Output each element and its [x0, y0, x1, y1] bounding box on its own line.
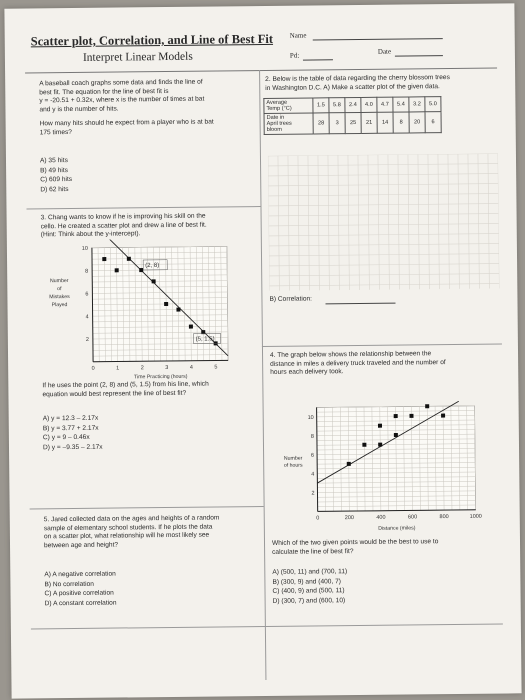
- data-point: [378, 424, 382, 428]
- grid-line: [268, 194, 498, 196]
- q5-line: sample of elementary school students. If he plots the data: [43, 523, 213, 532]
- y-axis-label: of: [57, 286, 62, 293]
- y-axis-label: of hours: [283, 462, 303, 469]
- data-point: [164, 302, 168, 306]
- data-point: [139, 268, 143, 272]
- y-axis-label: Number: [283, 455, 303, 462]
- grid-line: [268, 184, 498, 186]
- grid-line: [269, 224, 499, 226]
- grid-line: [268, 204, 498, 206]
- q1-option-d[interactable]: D) 62 hits: [40, 185, 69, 193]
- q1-line: y = -20.51 + 0.32x, where x is the number of times at bat: [39, 95, 205, 105]
- q4-line: hours each delivery took.: [270, 368, 344, 377]
- point-label: (2, 8): [145, 262, 160, 270]
- grid-line: [269, 234, 499, 236]
- x-tick-label: 0: [316, 515, 320, 522]
- period-line: [303, 59, 333, 60]
- q4-question-line: calculate the line of best fit?: [272, 547, 354, 556]
- x-tick-label: 1000: [469, 513, 482, 520]
- table-cell: 3.2: [409, 97, 425, 112]
- grid-line: [269, 254, 499, 256]
- y-tick-label: 10: [81, 245, 88, 252]
- q3-question-line: equation would best represent the line of best fit?: [42, 389, 187, 398]
- x-tick-label: 2: [140, 365, 144, 372]
- y-tick-label: 2: [85, 337, 89, 344]
- q2-text: [265, 73, 505, 93]
- q5-line: 5. Jared collected data on the ages and heights of a random: [43, 514, 220, 524]
- grid-line: [269, 264, 499, 266]
- x-tick-label: 400: [376, 514, 386, 521]
- data-point: [394, 414, 398, 418]
- y-tick-label: 8: [85, 268, 89, 275]
- q5-option-c[interactable]: C) A positive correlation: [44, 589, 114, 598]
- table-row-label: Date in April trees bloom: [264, 113, 313, 135]
- table-cell: 28: [313, 113, 329, 134]
- q3-line: 3. Chang wants to know if he is improving his skill on the: [40, 212, 206, 222]
- x-tick-label: 0: [91, 365, 95, 372]
- data-point: [127, 257, 131, 261]
- q2-blank-grid[interactable]: [268, 154, 499, 291]
- bottom-divider: [31, 624, 503, 630]
- table-cell: 1.5: [313, 98, 329, 113]
- q5-line: between age and height?: [43, 541, 119, 549]
- y-tick-label: 4: [85, 314, 89, 321]
- q3-line: cello. He created a scatter plot and drew a line of best fit.: [40, 221, 207, 230]
- q3-question: [42, 380, 262, 399]
- q1-line: 175 times?: [39, 128, 73, 137]
- q4-line: distance in miles a delivery truck traveled and the number of: [270, 358, 446, 368]
- q4-question-line: Which of the two given points would be the best to use to: [271, 538, 439, 547]
- data-point: [176, 308, 180, 312]
- table-cell: 20: [409, 112, 425, 133]
- q4-option-a[interactable]: A) (500, 11) and (700, 11): [272, 568, 348, 576]
- q1-option-c[interactable]: C) 609 hits: [40, 176, 73, 184]
- q5-options: [44, 570, 116, 609]
- table-cell: 25: [345, 112, 361, 133]
- table-cell: 5.4: [393, 97, 409, 112]
- table-cell: 2.4: [345, 97, 361, 112]
- date-line: [395, 55, 443, 57]
- table-cell: 8: [393, 112, 409, 133]
- q1-options: [40, 156, 72, 195]
- q3-question-line: If he uses the point (2, 8) and (5, 1.5) from his line, which: [42, 380, 209, 390]
- data-point: [425, 404, 429, 408]
- data-point: [347, 462, 351, 466]
- table-cell: 6: [425, 112, 441, 133]
- q4-question: [272, 537, 512, 557]
- name-line: [313, 38, 443, 40]
- table-cell: 4.7: [377, 97, 393, 112]
- grid-line: [268, 164, 498, 166]
- q3-line: (Hint: Think about the y-intercept).: [40, 230, 141, 239]
- data-point: [409, 414, 413, 418]
- q2-line: in Washington D.C. A) Make a scatter plot of the given data.: [265, 82, 440, 92]
- x-tick-label: 3: [165, 364, 169, 372]
- y-tick-label: 6: [85, 291, 89, 298]
- q1-divider: [26, 206, 260, 209]
- q1-line: How many hits should he expect from a player who is at bat: [39, 118, 214, 128]
- grid-line: [268, 154, 498, 156]
- q3-option-d[interactable]: D) y = –9.35 – 2.17x: [42, 443, 103, 451]
- q4-scatter-chart: [275, 397, 506, 541]
- q4-option-b[interactable]: B) (300, 9) and (400, 7): [272, 577, 341, 586]
- y-tick-label: 2: [311, 490, 315, 497]
- q2-correlation-line[interactable]: [326, 303, 396, 305]
- y-axis-label: Mistakes: [49, 294, 70, 301]
- table-cell: 21: [361, 112, 377, 133]
- q2-correlation-label: B) Correlation:: [269, 295, 313, 303]
- q5-text: [44, 514, 264, 551]
- period-label: Pd:: [289, 51, 300, 60]
- q3-text: [41, 212, 261, 240]
- date-label: Date: [377, 47, 392, 56]
- data-point: [441, 414, 445, 418]
- q3-divider: [30, 506, 264, 509]
- table-row-label: Average Temp (°C): [264, 98, 313, 114]
- data-point: [394, 433, 398, 437]
- q2-divider: [262, 343, 502, 347]
- y-tick-label: 4: [311, 471, 315, 478]
- q1-option-b[interactable]: B) 49 hits: [40, 166, 68, 174]
- worksheet-subtitle: Interpret Linear Models: [82, 50, 193, 64]
- data-point: [378, 443, 382, 447]
- q3-option-b[interactable]: B) y = 3.77 + 2.17x: [42, 424, 99, 432]
- x-tick-label: 4: [189, 364, 193, 371]
- q5-option-b[interactable]: B) No correlation: [44, 580, 94, 588]
- x-axis-label: Time Practicing (hours): [134, 373, 188, 381]
- data-point: [152, 279, 156, 283]
- y-axis-label: Number: [49, 278, 69, 285]
- data-point: [189, 325, 193, 329]
- y-tick-label: 8: [310, 433, 314, 440]
- y-tick-label: 10: [307, 414, 314, 421]
- q1-line: best fit. The equation for the line of best fit is: [39, 87, 169, 96]
- data-point: [362, 443, 366, 447]
- q3-scatter-chart: [37, 238, 259, 390]
- q4-options: [272, 567, 347, 606]
- y-axis-label: Played: [51, 302, 68, 309]
- header-divider: [25, 68, 497, 74]
- table-cell: 5.0: [425, 97, 441, 112]
- table-cell: 14: [377, 112, 393, 133]
- table-cell: 3: [329, 113, 345, 134]
- q5-option-d[interactable]: D) A constant correlation: [44, 599, 117, 607]
- q1-line: A baseball coach graphs some data and finds the line of: [39, 78, 203, 88]
- q5-line: on a scatter plot, what relationship will he most likely see: [43, 531, 210, 541]
- data-point: [102, 257, 106, 261]
- cherry-blossom-table: [263, 96, 441, 135]
- table-row: [264, 112, 441, 135]
- q1-option-a[interactable]: A) 35 hits: [39, 157, 68, 165]
- data-point: [115, 268, 119, 272]
- q5-option-a[interactable]: A) A negative correlation: [44, 570, 116, 579]
- x-tick-label: 200: [344, 515, 354, 522]
- q2-line: 2. Below is the table of data regarding the cherry blossom trees: [265, 74, 450, 83]
- q3-option-a[interactable]: A) y = 12.3 – 2.17x: [42, 414, 99, 423]
- worksheet-title: Scatter plot, Correlation, and Line of Best Fit: [30, 31, 274, 49]
- x-tick-label: 1: [116, 365, 120, 372]
- q4-line: 4. The graph below shows the relationship between the: [270, 350, 432, 359]
- q4-text: [270, 349, 510, 377]
- grid-line: [269, 284, 499, 286]
- grid-line: [269, 244, 499, 246]
- grid-line: [269, 274, 499, 276]
- x-axis-label: Distance (miles): [378, 525, 416, 532]
- x-tick-label: 800: [439, 514, 449, 521]
- q3-options: [43, 414, 103, 453]
- table-cell: 5.8: [329, 98, 345, 113]
- y-tick-label: 6: [311, 452, 315, 459]
- q3-option-c[interactable]: C) y = 9 – 0.46x: [42, 433, 90, 442]
- column-divider: [259, 70, 266, 680]
- table-cell: 4.0: [361, 97, 377, 112]
- x-tick-label: 5: [214, 364, 218, 371]
- x-tick-label: 600: [407, 514, 418, 521]
- q4-option-d[interactable]: D) (300, 7) and (600, 10): [272, 596, 346, 605]
- name-label: Name: [289, 31, 307, 40]
- q4-option-c[interactable]: C) (400, 9) and (500, 11): [272, 587, 345, 596]
- point-label: (5, 1.5): [195, 336, 215, 343]
- q1-line: and y is the number of hits.: [39, 105, 119, 114]
- q1-text: [39, 78, 260, 138]
- grid-line: [269, 214, 499, 216]
- grid-line: [268, 174, 498, 176]
- worksheet-page: [4, 3, 521, 698]
